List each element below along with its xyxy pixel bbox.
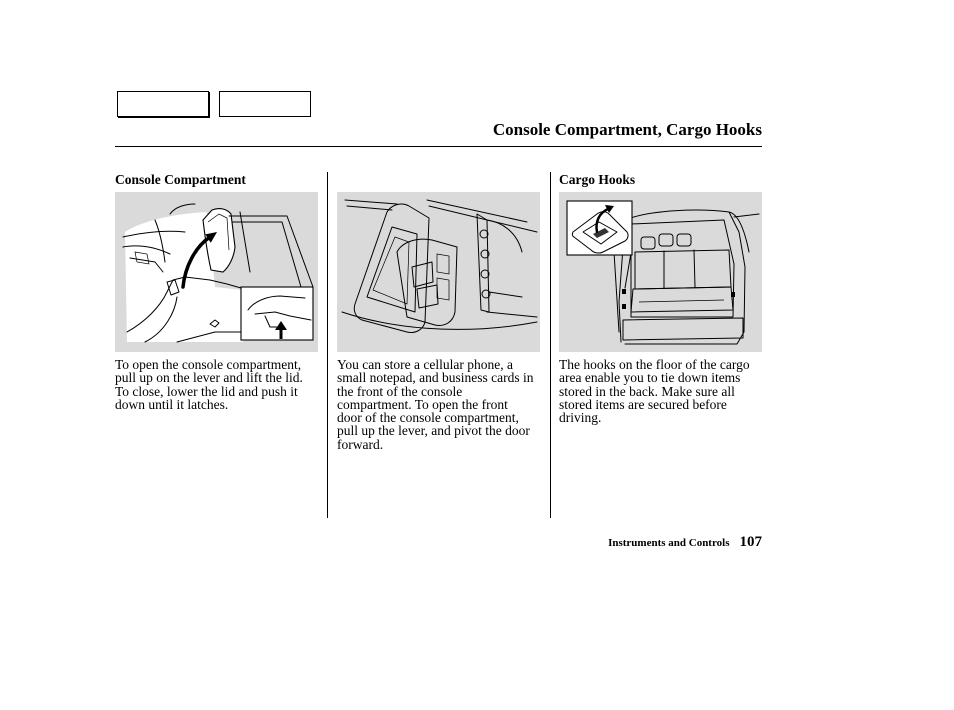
console-compartment-text: [115, 358, 325, 411]
text-line: stored items are secured before: [559, 396, 727, 412]
text-line: compartment. To open the front: [337, 396, 508, 412]
title-rule: [115, 146, 762, 147]
text-line: You can store a cellular phone, a: [337, 357, 513, 372]
cargo-hooks-text: [559, 358, 769, 424]
section-heading-console-compartment: Console Compartment: [115, 172, 246, 187]
column-divider-1: [327, 172, 328, 518]
console-lid-illustration: [115, 192, 318, 352]
text-line: door of the console compartment,: [337, 410, 519, 426]
section-heading-cargo-hooks: Cargo Hooks: [559, 172, 636, 187]
text-line: To close, lower the lid and push it: [115, 383, 298, 399]
text-line: pull up the lever, and pivot the door: [337, 423, 530, 439]
text-line: area enable you to tie down items: [559, 370, 741, 386]
nav-tab-index[interactable]: [219, 91, 311, 117]
text-line: small notepad, and business cards in: [337, 370, 534, 386]
text-line: driving.: [559, 410, 602, 426]
footer-section-name: Instruments and Controls: [608, 537, 730, 549]
column-divider-2: [550, 172, 551, 518]
text-line: down until it latches.: [115, 396, 229, 412]
text-line: To open the console compartment,: [115, 357, 302, 372]
nav-tab-main-menu[interactable]: [117, 91, 209, 117]
page-footer: [608, 534, 762, 551]
console-front-door-illustration: [337, 192, 540, 352]
text-line: the front of the console: [337, 383, 463, 399]
console-storage-text: [337, 358, 547, 451]
page-title: Console Compartment, Cargo Hooks: [492, 120, 762, 139]
text-line: The hooks on the floor of the cargo: [559, 357, 750, 372]
page-number: 107: [739, 534, 762, 550]
text-line: forward.: [337, 436, 384, 452]
text-line: pull up on the lever and lift the lid.: [115, 370, 303, 386]
cargo-hooks-illustration: [559, 192, 762, 352]
text-line: stored in the back. Make sure all: [559, 383, 735, 399]
